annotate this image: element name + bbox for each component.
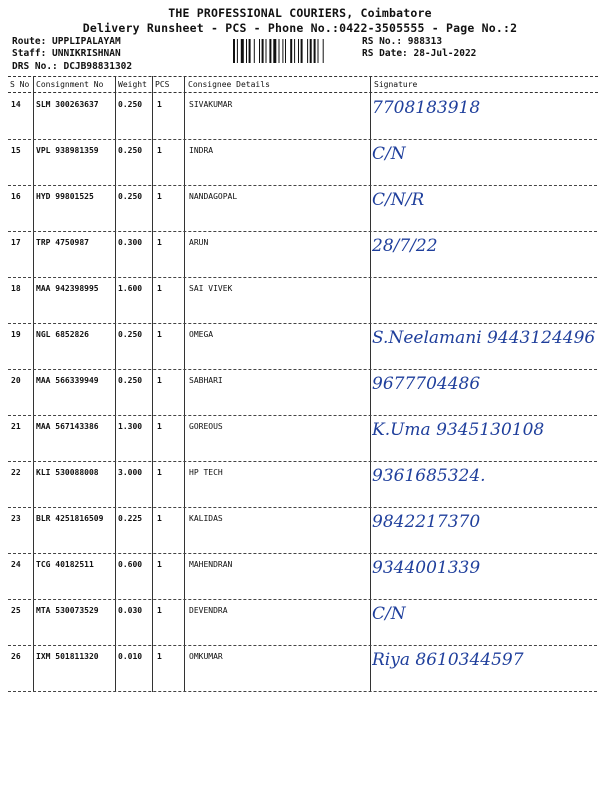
pieces-cell: 1	[157, 606, 162, 615]
consignment-number-cell: VPL 938981359	[36, 146, 99, 155]
table-row	[0, 462, 600, 508]
serial-number-cell: 26	[11, 652, 21, 661]
serial-number-cell: 16	[11, 192, 21, 201]
weight-cell: 0.300	[118, 238, 143, 247]
row-separator	[8, 691, 597, 692]
consignee-cell: HP TECH	[189, 468, 223, 477]
document-subtitle: Delivery Runsheet - PCS - Phone No.:0422-3505555 - Page No.:2	[82, 21, 518, 35]
serial-number-cell: 15	[11, 146, 21, 155]
table-row	[0, 370, 600, 416]
serial-number-cell: 20	[11, 376, 21, 385]
column-header-pcs: PCS	[155, 80, 170, 89]
weight-cell: 0.250	[118, 146, 143, 155]
barcode-icon	[233, 39, 353, 63]
signature-cell: S.Neelamani 9443124496	[372, 328, 596, 348]
serial-number-cell: 23	[11, 514, 21, 523]
table-row	[0, 324, 600, 370]
signature-cell: 9344001339	[372, 558, 481, 578]
table-row	[0, 416, 600, 462]
serial-number-cell: 25	[11, 606, 21, 615]
consignment-number-cell: SLM 300263637	[36, 100, 99, 109]
signature-cell: 28/7/22	[372, 236, 438, 256]
weight-cell: 0.250	[118, 100, 143, 109]
rs-number: RS No.: 988313	[362, 36, 443, 47]
table-row	[0, 232, 600, 278]
pieces-cell: 1	[157, 238, 162, 247]
serial-number-cell: 21	[11, 422, 21, 431]
signature-cell: Riya 8610344597	[372, 650, 524, 670]
consignee-cell: OMKUMAR	[189, 652, 223, 661]
weight-cell: 0.010	[118, 652, 143, 661]
serial-number-cell: 17	[11, 238, 21, 247]
weight-cell: 1.600	[118, 284, 143, 293]
weight-cell: 1.300	[118, 422, 143, 431]
pieces-cell: 1	[157, 652, 162, 661]
signature-cell	[372, 282, 597, 322]
consignment-number-cell: TRP 4750987	[36, 238, 89, 247]
table-row	[0, 94, 600, 140]
pieces-cell: 1	[157, 146, 162, 155]
consignee-cell: KALIDAS	[189, 514, 223, 523]
document-title: THE PROFESSIONAL COURIERS, Coimbatore	[168, 6, 432, 20]
consignment-number-cell: HYD 99801525	[36, 192, 94, 201]
consignee-cell: SIVAKUMAR	[189, 100, 233, 109]
column-header-weight: Weight	[118, 80, 147, 89]
consignee-cell: ARUN	[189, 238, 209, 247]
pieces-cell: 1	[157, 192, 162, 201]
weight-cell: 0.225	[118, 514, 143, 523]
consignee-cell: NANDAGOPAL	[189, 192, 238, 201]
serial-number-cell: 14	[11, 100, 21, 109]
column-header-sno: S No	[10, 80, 30, 89]
table-row	[0, 186, 600, 232]
consignment-number-cell: NGL 6852826	[36, 330, 89, 339]
consignment-number-cell: MAA 566339949	[36, 376, 99, 385]
consignment-number-cell: MAA 942398995	[36, 284, 99, 293]
signature-cell: C/N	[372, 604, 406, 624]
consignment-number-cell: KLI 530088008	[36, 468, 99, 477]
pieces-cell: 1	[157, 100, 162, 109]
consignment-number-cell: MAA 567143386	[36, 422, 99, 431]
weight-cell: 0.250	[118, 330, 143, 339]
pieces-cell: 1	[157, 284, 162, 293]
consignee-cell: MAHENDRAN	[189, 560, 233, 569]
consignee-cell: SAI VIVEK	[189, 284, 233, 293]
rs-date: RS Date: 28-Jul-2022	[362, 48, 477, 59]
table-row	[0, 646, 600, 692]
signature-cell: 7708183918	[372, 98, 481, 118]
table-row	[0, 278, 600, 324]
serial-number-cell: 18	[11, 284, 21, 293]
pieces-cell: 1	[157, 468, 162, 477]
weight-cell: 0.250	[118, 376, 143, 385]
pieces-cell: 1	[157, 376, 162, 385]
consignee-cell: DEVENDRA	[189, 606, 228, 615]
weight-cell: 0.600	[118, 560, 143, 569]
consignment-number-cell: BLR 4251816509	[36, 514, 104, 523]
serial-number-cell: 19	[11, 330, 21, 339]
consignment-number-cell: MTA 530073529	[36, 606, 99, 615]
pieces-cell: 1	[157, 560, 162, 569]
pieces-cell: 1	[157, 514, 162, 523]
table-row	[0, 554, 600, 600]
column-header-signature: Signature	[374, 80, 418, 89]
signature-cell: 9361685324.	[372, 466, 486, 486]
consignment-number-cell: IXM 501811320	[36, 652, 99, 661]
consignee-cell: SABHARI	[189, 376, 223, 385]
staff-label: Staff: UNNIKRISHNAN	[12, 48, 121, 59]
table-row	[0, 140, 600, 186]
consignee-cell: OMEGA	[189, 330, 214, 339]
column-header-consignment: Consignment No	[36, 80, 104, 89]
route-label: Route: UPPLIPALAYAM	[12, 36, 121, 47]
weight-cell: 3.000	[118, 468, 143, 477]
column-header-consignee: Consignee Details	[188, 80, 270, 89]
pieces-cell: 1	[157, 330, 162, 339]
serial-number-cell: 24	[11, 560, 21, 569]
signature-cell: C/N	[372, 144, 406, 164]
consignment-number-cell: TCG 40182511	[36, 560, 94, 569]
drs-number: DRS No.: DCJB98831302	[12, 61, 133, 72]
weight-cell: 0.250	[118, 192, 143, 201]
signature-cell: K.Uma 9345130108	[372, 420, 545, 440]
header-top-rule	[8, 76, 598, 77]
signature-cell: 9677704486	[372, 374, 481, 394]
serial-number-cell: 22	[11, 468, 21, 477]
consignee-cell: INDRA	[189, 146, 214, 155]
consignee-cell: GOREOUS	[189, 422, 223, 431]
signature-cell: C/N/R	[372, 190, 425, 210]
pieces-cell: 1	[157, 422, 162, 431]
table-row	[0, 600, 600, 646]
header-bottom-rule	[8, 92, 598, 93]
weight-cell: 0.030	[118, 606, 143, 615]
table-row	[0, 508, 600, 554]
signature-cell: 9842217370	[372, 512, 481, 532]
